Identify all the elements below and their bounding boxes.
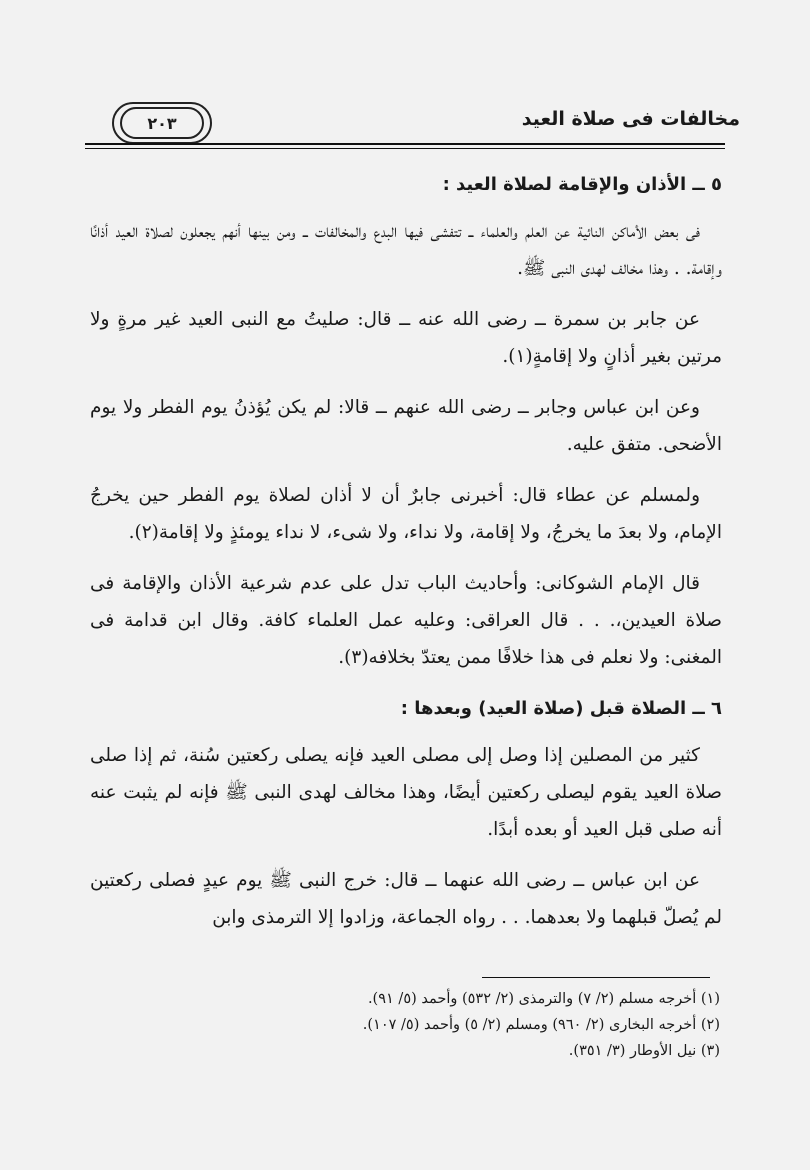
- footnote: (٢) أخرجه البخارى (٢/ ٩٦٠) ومسلم (٢/ ٥) وأحمد (٥/ ١٠٧).: [362, 1017, 720, 1033]
- paragraph: وعن ابن عباس وجابر ــ رضى الله عنهم ــ قالا: لم يكن يُؤذنُ يوم الفطر ولا يوم الأضحى. متفق عليه.: [90, 397, 722, 455]
- paragraph: قال الإمام الشوكانى: وأحاديث الباب تدل على عدم شرعية الأذان والإقامة فى صلاة العيدين،. . . قال العراقى: وعليه عمل العلماء كافة. وقال ابن قدامة فى المغنى: ولا نعلم فى هذا خلافًا ممن يعتدّ بخلافه(٣).: [90, 573, 722, 668]
- header-rule: [85, 143, 725, 145]
- section-heading: ٦ ــ الصلاة قبل (صلاة العيد) وبعدها :: [400, 698, 722, 719]
- paragraph: ولمسلم عن عطاء قال: أخبرنى جابرٌ أن لا أذان لصلاة يوم الفطر حين يخرجُ الإمام، ولا بعدَ ما يخرجُ، ولا إقامة، ولا نداء، ولا شىء، لا نداء يومئذٍ ولا إقامة(٢).: [90, 485, 722, 543]
- section-heading: ٥ ــ الأذان والإقامة لصلاة العيد :: [442, 174, 722, 195]
- footnote: (٣) نيل الأوطار (٣/ ٣٥١).: [568, 1043, 720, 1059]
- main-text: [90, 166, 722, 950]
- page-header: [0, 0, 810, 160]
- page-number: ٢٠٣: [120, 107, 204, 139]
- paragraph: فى بعض الأماكن النائية عن العلم والعلماء ــ تتفشى فيها البدع والمخالفات ــ ومن بينها أنهم يجعلون لصلاة العيد أذانًا وإقامة. . وهذا مخالف لهدى النبى ﷺ.: [90, 221, 722, 279]
- footnote: (١) أخرجه مسلم (٢/ ٧) والترمذى (٢/ ٥٣٢) وأحمد (٥/ ٩١).: [367, 991, 720, 1007]
- footnotes: [80, 986, 720, 1064]
- running-title: مخالفات فى صلاة العيد: [521, 108, 740, 130]
- header-rule-thin: [85, 148, 725, 149]
- paragraph: عن ابن عباس ــ رضى الله عنهما ــ قال: خرج النبى ﷺ يوم عيدٍ فصلى ركعتين لم يُصلّ قبلهما ولا بعدهما. . . رواه الجماعة، وزادوا إلا الترمذى وابن: [90, 870, 722, 928]
- paragraph: كثير من المصلين إذا وصل إلى مصلى العيد فإنه يصلى ركعتين سُنة، ثم إذا صلى صلاة العيد يقوم ليصلى ركعتين أيضًا، وهذا مخالف لهدى النبى ﷺ فإنه لم يثبت عنه أنه صلى قبل العيد أو بعده أبدًا.: [90, 745, 722, 840]
- page-number-badge: [112, 102, 212, 144]
- footnote-separator: [482, 977, 710, 978]
- paragraph: عن جابر بن سمرة ــ رضى الله عنه ــ قال: صليتُ مع النبى العيد غير مرةٍ ولا مرتين بغير أذانٍ ولا إقامةٍ(١).: [90, 309, 722, 367]
